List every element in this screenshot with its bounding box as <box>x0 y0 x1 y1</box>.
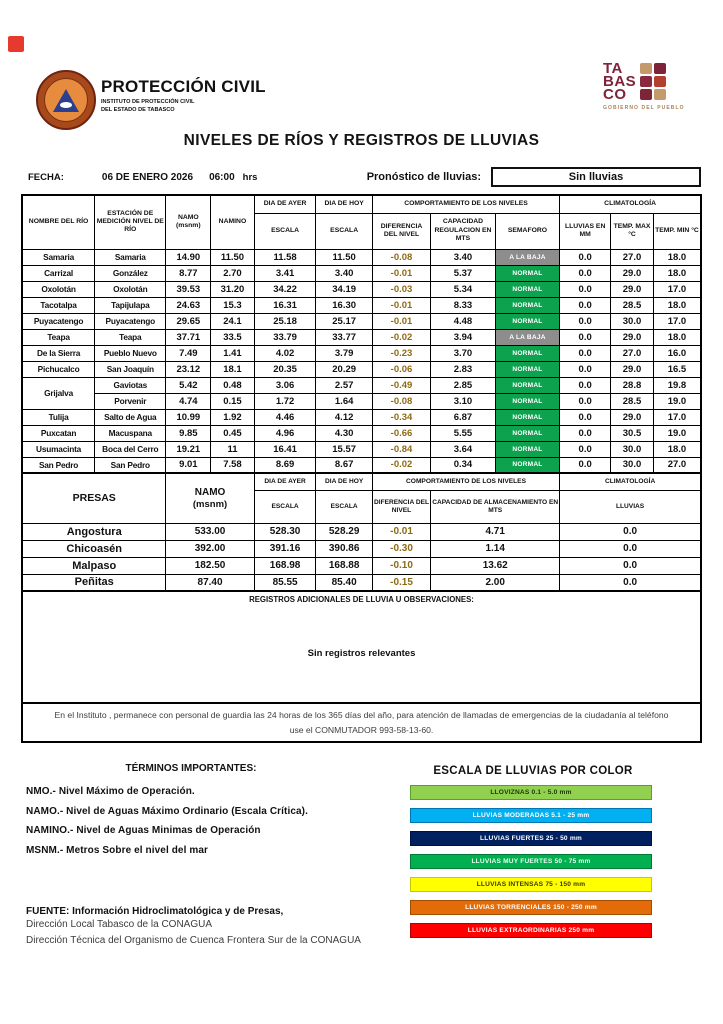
capacidad-value: 2.85 <box>431 377 496 393</box>
diferencia-value: -0.30 <box>372 540 430 557</box>
page-title: NIVELES DE RÍOS Y REGISTROS DE LLUVIAS <box>183 132 540 149</box>
lluvia-value: 0.0 <box>560 345 611 361</box>
station-name: Oxolotán <box>95 281 166 297</box>
date-forecast-line <box>28 166 701 188</box>
observations-box <box>21 590 702 704</box>
station-name: San Joaquín <box>95 361 166 377</box>
capacidad-value: 8.33 <box>431 297 496 313</box>
river-name: Pichucalco <box>22 361 95 377</box>
diferencia-value: -0.66 <box>372 425 430 441</box>
table-row <box>22 297 701 313</box>
col-presas-lluvias: LLUVIAS <box>560 490 701 523</box>
namo-value: 533.00 <box>166 523 254 540</box>
namo-value: 9.01 <box>166 457 211 473</box>
namo-value: 24.63 <box>166 297 211 313</box>
station-name: Boca del Cerro <box>95 441 166 457</box>
namino-value: 24.1 <box>211 313 254 329</box>
terms-block <box>0 763 408 949</box>
namo-value: 87.40 <box>166 574 254 591</box>
observations-title: REGISTROS ADICIONALES DE LLUVIA U OBSERVACIONES: <box>249 595 474 604</box>
temp-min-value: 16.5 <box>653 361 701 377</box>
semaforo-badge: NORMAL <box>495 393 560 409</box>
presa-name: Malpaso <box>22 557 166 574</box>
namino-value: 7.58 <box>211 457 254 473</box>
river-name: Usumacinta <box>22 441 95 457</box>
diferencia-value: -0.03 <box>372 281 430 297</box>
escala-ayer-value: 16.41 <box>254 441 316 457</box>
namino-value: 33.5 <box>211 329 254 345</box>
observations-content: Sin registros relevantes <box>307 647 416 659</box>
group-climatologia: CLIMATOLOGÍA <box>560 195 701 213</box>
temp-min-value: 19.8 <box>653 377 701 393</box>
table-row <box>22 457 701 473</box>
rain-scale-bar: LLUVIAS MUY FUERTES 50 - 75 mm <box>410 854 652 869</box>
semaforo-badge: NORMAL <box>495 377 560 393</box>
col-semaforo: SEMAFORO <box>495 213 560 249</box>
namo-value: 29.65 <box>166 313 211 329</box>
namino-value: 0.45 <box>211 425 254 441</box>
semaforo-badge: NORMAL <box>495 297 560 313</box>
table-row <box>22 574 701 591</box>
group-presas-climatologia: CLIMATOLOGÍA <box>560 473 701 490</box>
term-item: NAMO.- Nivel de Aguas Máximo Ordinario (Escala Crítica). <box>26 805 308 817</box>
namino-value: 11 <box>211 441 254 457</box>
lluvia-value: 0.0 <box>560 523 701 540</box>
temp-min-value: 18.0 <box>653 249 701 265</box>
namo-value: 9.85 <box>166 425 211 441</box>
lluvia-value: 0.0 <box>560 457 611 473</box>
escala-hoy-value: 11.50 <box>316 249 372 265</box>
rain-scale-bar: LLOVIZNAS 0.1 - 5.0 mm <box>410 785 652 800</box>
temp-max-value: 29.0 <box>611 281 654 297</box>
col-escala-ayer: ESCALA <box>254 213 316 249</box>
rain-scale-bar: LLUVIAS MODERADAS 5.1 - 25 mm <box>410 808 652 823</box>
temp-max-value: 30.5 <box>611 425 654 441</box>
escala-ayer-value: 168.98 <box>254 557 316 574</box>
semaforo-badge: NORMAL <box>495 313 560 329</box>
capacidad-value: 5.37 <box>431 265 496 281</box>
bottom-section <box>0 763 723 949</box>
capacidad-value: 5.34 <box>431 281 496 297</box>
page-header <box>0 0 723 158</box>
escala-ayer-value: 391.16 <box>254 540 316 557</box>
diferencia-value: -0.06 <box>372 361 430 377</box>
table-row <box>22 557 701 574</box>
escala-ayer-value: 34.22 <box>254 281 316 297</box>
table-row <box>22 281 701 297</box>
capacidad-value: 4.48 <box>431 313 496 329</box>
table-row <box>22 313 701 329</box>
diferencia-value: -0.84 <box>372 441 430 457</box>
namino-value: 1.41 <box>211 345 254 361</box>
lluvia-value: 0.0 <box>560 313 611 329</box>
lluvia-value: 0.0 <box>560 557 701 574</box>
escala-hoy-value: 168.88 <box>316 557 372 574</box>
temp-max-value: 30.0 <box>611 441 654 457</box>
lluvia-value: 0.0 <box>560 441 611 457</box>
station-name: Macuspana <box>95 425 166 441</box>
semaforo-badge: NORMAL <box>495 441 560 457</box>
escala-hoy-value: 34.19 <box>316 281 372 297</box>
escala-hoy-value: 15.57 <box>316 441 372 457</box>
notice-box <box>21 702 702 743</box>
capacidad-value: 3.64 <box>431 441 496 457</box>
notice-text: En el Instituto , permanece con personal de guardia las 24 horas de los 365 días del año, para atención de llamadas de emergencias de la ciudadanía al teléfono use el CONMUTADOR 993-58-13-60. <box>54 710 669 735</box>
escala-ayer-value: 8.69 <box>254 457 316 473</box>
namo-value: 14.90 <box>166 249 211 265</box>
table-row <box>22 425 701 441</box>
temp-max-value: 29.0 <box>611 409 654 425</box>
station-name: Gaviotas <box>95 377 166 393</box>
escala-ayer-value: 85.55 <box>254 574 316 591</box>
forecast-label: Pronóstico de lluvias: <box>366 171 481 183</box>
forecast-value-box: Sin lluvias <box>491 167 701 187</box>
lluvia-value: 0.0 <box>560 574 701 591</box>
namo-value: 37.71 <box>166 329 211 345</box>
source-line1: FUENTE: Información Hidroclimatológica y de Presas, <box>26 906 284 917</box>
tabasco-glyphs-icon <box>640 63 666 101</box>
presa-name: Peñitas <box>22 574 166 591</box>
org-subtitle-line1: INSTITUTO DE PROTECCIÓN CIVIL <box>101 99 195 105</box>
rain-scale-bars <box>408 785 723 938</box>
temp-max-value: 30.0 <box>611 313 654 329</box>
semaforo-badge: NORMAL <box>495 265 560 281</box>
semaforo-badge: NORMAL <box>495 345 560 361</box>
tabasco-wordmark <box>603 62 636 101</box>
temp-min-value: 18.0 <box>653 441 701 457</box>
temp-max-value: 29.0 <box>611 265 654 281</box>
capacidad-value: 2.00 <box>431 574 560 591</box>
river-name: Samaria <box>22 249 95 265</box>
river-name: Puyacatengo <box>22 313 95 329</box>
col-presas-namo-l1: NAMO <box>194 486 226 498</box>
col-namo-l2: (msnm) <box>176 222 201 230</box>
table-row <box>22 523 701 540</box>
capacidad-value: 3.70 <box>431 345 496 361</box>
lluvia-value: 0.0 <box>560 540 701 557</box>
source-block <box>26 906 408 949</box>
org-identity <box>101 77 266 114</box>
table-row <box>22 345 701 361</box>
rain-scale-bar: LLUVIAS FUERTES 25 - 50 mm <box>410 831 652 846</box>
river-name: Puxcatan <box>22 425 95 441</box>
escala-ayer-value: 16.31 <box>254 297 316 313</box>
namino-value: 15.3 <box>211 297 254 313</box>
namino-value: 0.15 <box>211 393 254 409</box>
river-name: Carrizal <box>22 265 95 281</box>
escala-hoy-value: 1.64 <box>316 393 372 409</box>
escala-hoy-value: 8.67 <box>316 457 372 473</box>
escala-hoy-value: 4.30 <box>316 425 372 441</box>
capacidad-value: 5.55 <box>431 425 496 441</box>
temp-min-value: 18.0 <box>653 329 701 345</box>
presa-name: Angostura <box>22 523 166 540</box>
river-name: Oxolotán <box>22 281 95 297</box>
temp-max-value: 29.0 <box>611 329 654 345</box>
river-name: Teapa <box>22 329 95 345</box>
temp-max-value: 28.5 <box>611 297 654 313</box>
escala-hoy-value: 85.40 <box>316 574 372 591</box>
col-presas: PRESAS <box>22 473 166 523</box>
escala-hoy-value: 25.17 <box>316 313 372 329</box>
col-namo <box>166 195 211 249</box>
diferencia-value: -0.01 <box>372 265 430 281</box>
tabasco-line3: CO <box>603 86 627 103</box>
group-presas-comportamiento: COMPORTAMIENTO DE LOS NIVELES <box>372 473 559 490</box>
station-name: Samaria <box>95 249 166 265</box>
temp-min-value: 27.0 <box>653 457 701 473</box>
semaforo-badge: NORMAL <box>495 425 560 441</box>
temp-min-value: 18.0 <box>653 265 701 281</box>
col-estacion: ESTACIÓN DE MEDICIÓN NIVEL DE RÍO <box>95 195 166 249</box>
col-temp-min: TEMP. MIN °C <box>653 213 701 249</box>
namo-value: 23.12 <box>166 361 211 377</box>
col-dia-ayer: DIA DE AYER <box>254 195 316 213</box>
namo-value: 10.99 <box>166 409 211 425</box>
temp-min-value: 19.0 <box>653 425 701 441</box>
diferencia-value: -0.08 <box>372 249 430 265</box>
station-name: Teapa <box>95 329 166 345</box>
lluvia-value: 0.0 <box>560 361 611 377</box>
capacidad-value: 0.34 <box>431 457 496 473</box>
diferencia-value: -0.23 <box>372 345 430 361</box>
group-comportamiento: COMPORTAMIENTO DE LOS NIVELES <box>372 195 559 213</box>
namino-value: 1.92 <box>211 409 254 425</box>
org-subtitle <box>101 99 266 114</box>
diferencia-value: -0.15 <box>372 574 430 591</box>
lluvia-value: 0.0 <box>560 409 611 425</box>
namino-value: 2.70 <box>211 265 254 281</box>
term-item: NAMINO.- Nivel de Aguas Minimas de Operación <box>26 825 261 836</box>
temp-max-value: 27.0 <box>611 345 654 361</box>
capacidad-value: 3.10 <box>431 393 496 409</box>
temp-min-value: 18.0 <box>653 297 701 313</box>
temp-max-value: 30.0 <box>611 457 654 473</box>
fecha-label: FECHA: <box>28 171 64 183</box>
semaforo-badge: A LA BAJA <box>495 329 560 345</box>
station-name: Puyacatengo <box>95 313 166 329</box>
col-capacidad: CAPACIDAD REGULACION EN MTS <box>431 213 496 249</box>
namino-value: 31.20 <box>211 281 254 297</box>
river-name: De la Sierra <box>22 345 95 361</box>
col-presas-dia-ayer: DIA DE AYER <box>254 473 316 490</box>
namino-value: 18.1 <box>211 361 254 377</box>
rain-scale-bar: LLUVIAS TORRENCIALES 150 - 250 mm <box>410 900 652 915</box>
diferencia-value: -0.34 <box>372 409 430 425</box>
diferencia-value: -0.10 <box>372 557 430 574</box>
org-title: PROTECCIÓN CIVIL <box>101 77 266 96</box>
diferencia-value: -0.08 <box>372 393 430 409</box>
temp-min-value: 16.0 <box>653 345 701 361</box>
escala-ayer-value: 33.79 <box>254 329 316 345</box>
lluvia-value: 0.0 <box>560 377 611 393</box>
temp-max-value: 28.5 <box>611 393 654 409</box>
table-row <box>22 441 701 457</box>
col-presas-escala-ayer: ESCALA <box>254 490 316 523</box>
station-name: Porvenir <box>95 393 166 409</box>
capacidad-value: 3.94 <box>431 329 496 345</box>
diferencia-value: -0.49 <box>372 377 430 393</box>
col-nombre-rio: NOMBRE DEL RÍO <box>22 195 95 249</box>
capacidad-value: 6.87 <box>431 409 496 425</box>
semaforo-badge: NORMAL <box>495 361 560 377</box>
rain-scale-bar: LLUVIAS EXTRAORDINARIAS 250 mm <box>410 923 652 938</box>
presas-tbody <box>22 523 701 591</box>
term-item: MSNM.- Metros Sobre el nivel del mar <box>26 844 208 856</box>
col-presas-capacidad: CAPACIDAD DE ALMACENAMIENTO EN MTS <box>431 490 560 523</box>
namo-value: 19.21 <box>166 441 211 457</box>
temp-max-value: 28.8 <box>611 377 654 393</box>
escala-hoy-value: 3.79 <box>316 345 372 361</box>
table-row <box>22 265 701 281</box>
temp-min-value: 19.0 <box>653 393 701 409</box>
station-name: Tapijulapa <box>95 297 166 313</box>
presas-table <box>21 472 702 592</box>
namo-value: 8.77 <box>166 265 211 281</box>
rivers-tbody <box>22 249 701 473</box>
escala-hoy-value: 2.57 <box>316 377 372 393</box>
escala-ayer-value: 4.02 <box>254 345 316 361</box>
namo-value: 4.74 <box>166 393 211 409</box>
namo-value: 5.42 <box>166 377 211 393</box>
civil-protection-triangle-icon <box>53 89 79 112</box>
rain-scale-block <box>408 763 723 949</box>
namino-value: 11.50 <box>211 249 254 265</box>
river-name: Grijalva <box>22 377 95 409</box>
table-row <box>22 393 701 409</box>
lluvia-value: 0.0 <box>560 393 611 409</box>
source-line3: Dirección Técnica del Organismo de Cuenca Frontera Sur de la CONAGUA <box>26 935 361 946</box>
term-item: NMO.- Nivel Máximo de Operación. <box>26 786 195 797</box>
terms-list <box>26 782 408 860</box>
seal-inner-disc <box>44 78 88 122</box>
lluvia-value: 0.0 <box>560 249 611 265</box>
escala-ayer-value: 11.58 <box>254 249 316 265</box>
capacidad-value: 2.83 <box>431 361 496 377</box>
diferencia-value: -0.02 <box>372 457 430 473</box>
diferencia-value: -0.01 <box>372 523 430 540</box>
namo-value: 39.53 <box>166 281 211 297</box>
namo-value: 392.00 <box>166 540 254 557</box>
source-line2: Dirección Local Tabasco de la CONAGUA <box>26 919 213 930</box>
escala-ayer-value: 3.06 <box>254 377 316 393</box>
hora-unit: hrs <box>242 171 258 183</box>
capacidad-value: 1.14 <box>431 540 560 557</box>
rain-scale-title: ESCALA DE LLUVIAS POR COLOR <box>433 765 633 777</box>
capacidad-value: 13.62 <box>431 557 560 574</box>
station-name: San Pedro <box>95 457 166 473</box>
col-escala-hoy: ESCALA <box>316 213 372 249</box>
table-row <box>22 540 701 557</box>
diferencia-value: -0.01 <box>372 297 430 313</box>
tabasco-line1: TA <box>603 60 623 77</box>
lluvia-value: 0.0 <box>560 329 611 345</box>
escala-hoy-value: 390.86 <box>316 540 372 557</box>
escala-ayer-value: 25.18 <box>254 313 316 329</box>
col-namo-l1: NAMO <box>177 213 199 221</box>
lluvia-value: 0.0 <box>560 265 611 281</box>
semaforo-badge: A LA BAJA <box>495 249 560 265</box>
escala-ayer-value: 3.41 <box>254 265 316 281</box>
col-presas-diferencia: DIFERENCIA DEL NIVEL <box>372 490 430 523</box>
semaforo-badge: NORMAL <box>495 457 560 473</box>
escala-ayer-value: 20.35 <box>254 361 316 377</box>
lluvia-value: 0.0 <box>560 425 611 441</box>
escala-ayer-value: 4.46 <box>254 409 316 425</box>
table-row <box>22 377 701 393</box>
terms-title: TÉRMINOS IMPORTANTES: <box>125 763 257 774</box>
tabasco-line2: BAS <box>603 73 637 90</box>
diferencia-value: -0.02 <box>372 329 430 345</box>
escala-hoy-value: 33.77 <box>316 329 372 345</box>
capacidad-value: 4.71 <box>431 523 560 540</box>
station-name: González <box>95 265 166 281</box>
escala-ayer-value: 1.72 <box>254 393 316 409</box>
semaforo-badge: NORMAL <box>495 281 560 297</box>
escala-ayer-value: 4.96 <box>254 425 316 441</box>
rivers-table <box>21 194 702 474</box>
col-presas-namo <box>166 473 254 523</box>
temp-min-value: 17.0 <box>653 409 701 425</box>
river-name: Tacotalpa <box>22 297 95 313</box>
col-presas-dia-hoy: DIA DE HOY <box>316 473 372 490</box>
org-subtitle-line2: DEL ESTADO DE TABASCO <box>101 106 175 113</box>
station-name: Salto de Agua <box>95 409 166 425</box>
station-name: Pueblo Nuevo <box>95 345 166 361</box>
hora-value: 06:00 <box>209 171 235 183</box>
river-name: San Pedro <box>22 457 95 473</box>
col-presas-escala-hoy: ESCALA <box>316 490 372 523</box>
escala-hoy-value: 4.12 <box>316 409 372 425</box>
col-dia-hoy: DIA DE HOY <box>316 195 372 213</box>
temp-max-value: 29.0 <box>611 361 654 377</box>
escala-hoy-value: 16.30 <box>316 297 372 313</box>
river-name: Tulija <box>22 409 95 425</box>
temp-min-value: 17.0 <box>653 313 701 329</box>
col-lluvias: LLUVIAS EN MM <box>560 213 611 249</box>
presa-name: Chicoasén <box>22 540 166 557</box>
tabasco-slogan: GOBIERNO DEL PUEBLO <box>603 105 685 111</box>
semaforo-badge: NORMAL <box>495 409 560 425</box>
table-row <box>22 361 701 377</box>
table-row <box>22 329 701 345</box>
col-diferencia: DIFERENCIA DEL NIVEL <box>372 213 430 249</box>
diferencia-value: -0.01 <box>372 313 430 329</box>
capacidad-value: 3.40 <box>431 249 496 265</box>
namino-value: 0.48 <box>211 377 254 393</box>
lluvia-value: 0.0 <box>560 281 611 297</box>
col-temp-max: TEMP. MAX °C <box>611 213 654 249</box>
temp-min-value: 17.0 <box>653 281 701 297</box>
col-namino: NAMINO <box>211 195 254 249</box>
table-row <box>22 409 701 425</box>
rain-scale-bar: LLUVIAS INTENSAS 75 - 150 mm <box>410 877 652 892</box>
escala-hoy-value: 20.29 <box>316 361 372 377</box>
namo-value: 7.49 <box>166 345 211 361</box>
temp-max-value: 27.0 <box>611 249 654 265</box>
lluvia-value: 0.0 <box>560 297 611 313</box>
escala-hoy-value: 528.29 <box>316 523 372 540</box>
col-presas-namo-l2: (msnm) <box>192 498 228 510</box>
table-row <box>22 249 701 265</box>
fecha-value: 06 DE ENERO 2026 <box>101 171 194 183</box>
namo-value: 182.50 <box>166 557 254 574</box>
escala-hoy-value: 3.40 <box>316 265 372 281</box>
escala-ayer-value: 528.30 <box>254 523 316 540</box>
tabasco-logo <box>603 62 699 111</box>
proteccion-civil-seal-icon <box>36 70 96 130</box>
